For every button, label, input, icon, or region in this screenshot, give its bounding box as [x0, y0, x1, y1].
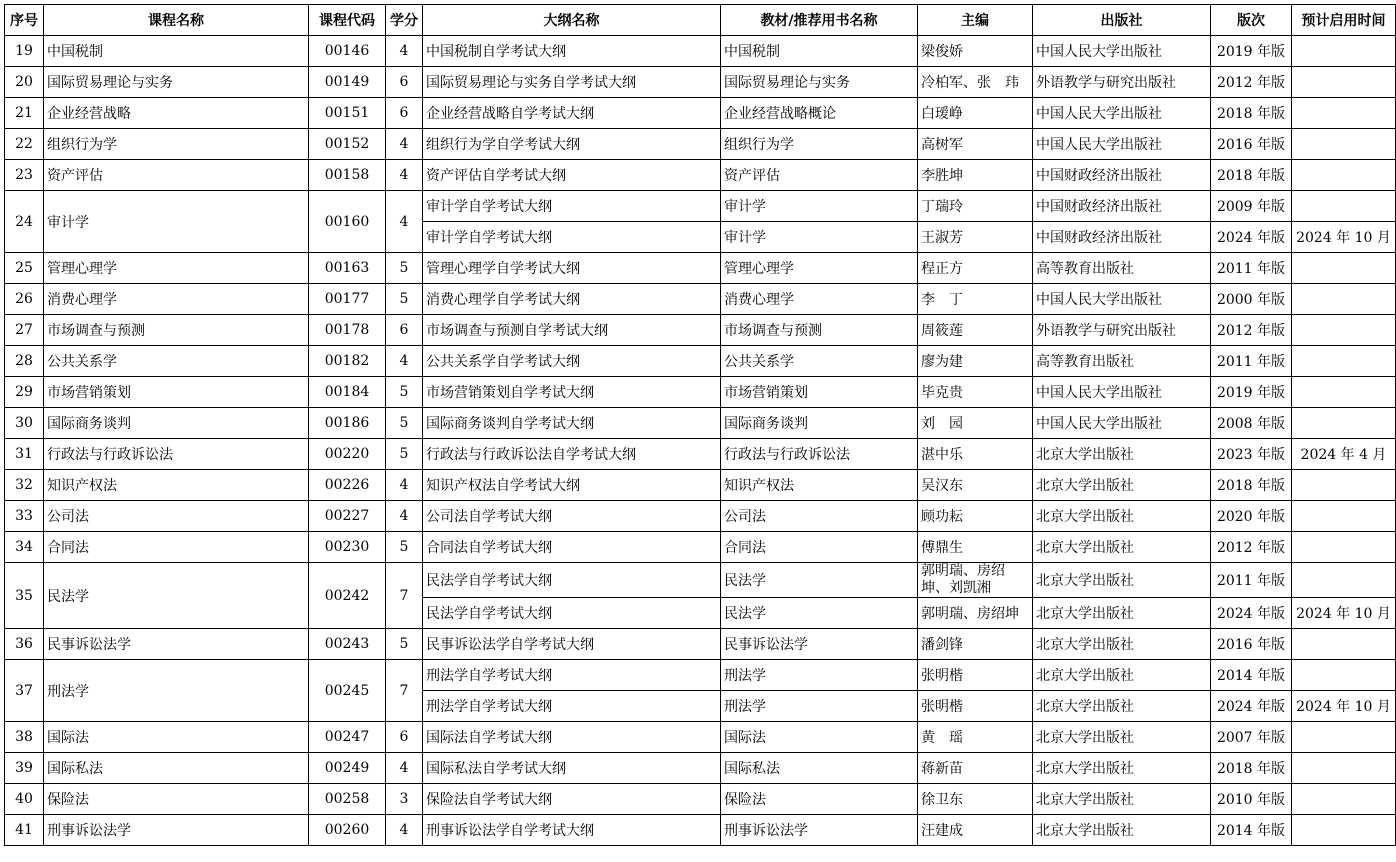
cell-no: 25 [5, 253, 44, 284]
cell-outline: 市场调查与预测自学考试大纲 [423, 315, 721, 346]
cell-publisher: 中国人民大学出版社 [1033, 284, 1211, 315]
cell-course-name: 民事诉讼法学 [44, 629, 309, 660]
cell-start-date [1292, 753, 1396, 784]
cell-edition: 2018 年版 [1211, 753, 1292, 784]
cell-credit: 5 [386, 629, 423, 660]
cell-outline: 合同法自学考试大纲 [423, 532, 721, 563]
header-course-code: 课程代码 [309, 5, 386, 36]
cell-textbook: 刑法学 [721, 691, 918, 722]
cell-editor: 毕克贵 [918, 377, 1033, 408]
cell-editor: 张明楷 [918, 691, 1033, 722]
table-row [5, 470, 1396, 501]
cell-edition: 2009 年版 [1211, 191, 1292, 222]
table-row [5, 784, 1396, 815]
cell-publisher: 北京大学出版社 [1033, 629, 1211, 660]
cell-edition: 2008 年版 [1211, 408, 1292, 439]
cell-outline: 审计学自学考试大纲 [423, 222, 721, 253]
cell-no: 26 [5, 284, 44, 315]
cell-publisher: 北京大学出版社 [1033, 722, 1211, 753]
cell-course-code: 00163 [309, 253, 386, 284]
cell-publisher: 高等教育出版社 [1033, 253, 1211, 284]
cell-course-code: 00151 [309, 98, 386, 129]
cell-outline: 审计学自学考试大纲 [423, 191, 721, 222]
cell-textbook: 民法学 [721, 598, 918, 629]
cell-outline: 民法学自学考试大纲 [423, 598, 721, 629]
cell-no: 40 [5, 784, 44, 815]
cell-course-code: 00149 [309, 67, 386, 98]
cell-course-name: 市场调查与预测 [44, 315, 309, 346]
table-row [5, 253, 1396, 284]
cell-no: 30 [5, 408, 44, 439]
table-header-row [5, 5, 1396, 36]
cell-no: 41 [5, 815, 44, 846]
header-edition: 版次 [1211, 5, 1292, 36]
cell-outline: 民法学自学考试大纲 [423, 563, 721, 598]
cell-start-date [1292, 660, 1396, 691]
cell-edition: 2024 年版 [1211, 222, 1292, 253]
cell-outline: 管理心理学自学考试大纲 [423, 253, 721, 284]
cell-credit: 4 [386, 346, 423, 377]
cell-credit: 4 [386, 160, 423, 191]
cell-course-name: 资产评估 [44, 160, 309, 191]
cell-no: 21 [5, 98, 44, 129]
cell-textbook: 合同法 [721, 532, 918, 563]
cell-outline: 民事诉讼法学自学考试大纲 [423, 629, 721, 660]
cell-start-date [1292, 36, 1396, 67]
cell-start-date [1292, 532, 1396, 563]
cell-outline: 国际商务谈判自学考试大纲 [423, 408, 721, 439]
cell-editor: 汪建成 [918, 815, 1033, 846]
cell-textbook: 国际商务谈判 [721, 408, 918, 439]
cell-publisher: 外语教学与研究出版社 [1033, 67, 1211, 98]
cell-start-date: 2024 年 4 月 [1292, 439, 1396, 470]
cell-no: 38 [5, 722, 44, 753]
cell-credit: 7 [386, 660, 423, 722]
cell-course-name: 公共关系学 [44, 346, 309, 377]
cell-course-name: 组织行为学 [44, 129, 309, 160]
cell-start-date: 2024 年 10 月 [1292, 598, 1396, 629]
cell-course-code: 00177 [309, 284, 386, 315]
cell-edition: 2023 年版 [1211, 439, 1292, 470]
cell-edition: 2018 年版 [1211, 160, 1292, 191]
cell-textbook: 国际贸易理论与实务 [721, 67, 918, 98]
cell-edition: 2016 年版 [1211, 129, 1292, 160]
cell-course-code: 00160 [309, 191, 386, 253]
cell-textbook: 组织行为学 [721, 129, 918, 160]
cell-textbook: 审计学 [721, 191, 918, 222]
cell-course-name: 保险法 [44, 784, 309, 815]
cell-textbook: 民法学 [721, 563, 918, 598]
cell-publisher: 北京大学出版社 [1033, 691, 1211, 722]
cell-editor: 黄 瑶 [918, 722, 1033, 753]
cell-start-date [1292, 629, 1396, 660]
cell-editor: 梁俊娇 [918, 36, 1033, 67]
header-publisher: 出版社 [1033, 5, 1211, 36]
cell-course-code: 00258 [309, 784, 386, 815]
header-course-name: 课程名称 [44, 5, 309, 36]
cell-outline: 中国税制自学考试大纲 [423, 36, 721, 67]
cell-course-code: 00152 [309, 129, 386, 160]
cell-edition: 2016 年版 [1211, 629, 1292, 660]
cell-edition: 2014 年版 [1211, 660, 1292, 691]
cell-course-name: 民法学 [44, 563, 309, 629]
cell-course-code: 00186 [309, 408, 386, 439]
cell-publisher: 中国人民大学出版社 [1033, 377, 1211, 408]
cell-publisher: 北京大学出版社 [1033, 815, 1211, 846]
cell-no: 31 [5, 439, 44, 470]
cell-no: 32 [5, 470, 44, 501]
cell-edition: 2018 年版 [1211, 470, 1292, 501]
cell-course-code: 00178 [309, 315, 386, 346]
table-row [5, 36, 1396, 67]
cell-credit: 6 [386, 722, 423, 753]
cell-credit: 5 [386, 439, 423, 470]
table-row [5, 501, 1396, 532]
cell-course-code: 00227 [309, 501, 386, 532]
cell-publisher: 中国财政经济出版社 [1033, 222, 1211, 253]
cell-course-code: 00230 [309, 532, 386, 563]
cell-course-code: 00158 [309, 160, 386, 191]
cell-credit: 4 [386, 191, 423, 253]
cell-edition: 2019 年版 [1211, 377, 1292, 408]
cell-editor: 吴汉东 [918, 470, 1033, 501]
cell-start-date [1292, 284, 1396, 315]
cell-credit: 6 [386, 67, 423, 98]
cell-publisher: 中国人民大学出版社 [1033, 408, 1211, 439]
cell-credit: 5 [386, 532, 423, 563]
cell-no: 36 [5, 629, 44, 660]
cell-start-date [1292, 67, 1396, 98]
cell-edition: 2012 年版 [1211, 315, 1292, 346]
cell-textbook: 国际私法 [721, 753, 918, 784]
cell-no: 29 [5, 377, 44, 408]
cell-publisher: 北京大学出版社 [1033, 501, 1211, 532]
cell-start-date: 2024 年 10 月 [1292, 222, 1396, 253]
cell-editor: 丁瑞玲 [918, 191, 1033, 222]
cell-editor: 程正方 [918, 253, 1033, 284]
cell-start-date [1292, 815, 1396, 846]
cell-textbook: 公共关系学 [721, 346, 918, 377]
cell-course-name: 企业经营战略 [44, 98, 309, 129]
cell-edition: 2024 年版 [1211, 598, 1292, 629]
cell-start-date [1292, 408, 1396, 439]
cell-publisher: 北京大学出版社 [1033, 470, 1211, 501]
cell-start-date [1292, 98, 1396, 129]
cell-textbook: 企业经营战略概论 [721, 98, 918, 129]
cell-no: 23 [5, 160, 44, 191]
cell-course-name: 市场营销策划 [44, 377, 309, 408]
cell-editor: 高树军 [918, 129, 1033, 160]
cell-textbook: 知识产权法 [721, 470, 918, 501]
cell-publisher: 中国财政经济出版社 [1033, 160, 1211, 191]
cell-publisher: 北京大学出版社 [1033, 598, 1211, 629]
cell-start-date [1292, 346, 1396, 377]
table-row [5, 191, 1396, 222]
cell-textbook: 公司法 [721, 501, 918, 532]
cell-publisher: 北京大学出版社 [1033, 660, 1211, 691]
table-row [5, 563, 1396, 598]
cell-start-date [1292, 722, 1396, 753]
cell-course-code: 00146 [309, 36, 386, 67]
cell-start-date [1292, 191, 1396, 222]
cell-outline: 国际私法自学考试大纲 [423, 753, 721, 784]
cell-start-date [1292, 470, 1396, 501]
cell-publisher: 高等教育出版社 [1033, 346, 1211, 377]
cell-course-name: 国际法 [44, 722, 309, 753]
cell-credit: 4 [386, 501, 423, 532]
header-outline: 大纲名称 [423, 5, 721, 36]
cell-edition: 2020 年版 [1211, 501, 1292, 532]
cell-publisher: 北京大学出版社 [1033, 563, 1211, 598]
cell-publisher: 中国财政经济出版社 [1033, 191, 1211, 222]
cell-editor: 冷柏军、张 玮 [918, 67, 1033, 98]
cell-editor: 张明楷 [918, 660, 1033, 691]
table-row [5, 815, 1396, 846]
cell-no: 24 [5, 191, 44, 253]
cell-outline: 资产评估自学考试大纲 [423, 160, 721, 191]
cell-publisher: 外语教学与研究出版社 [1033, 315, 1211, 346]
cell-course-code: 00184 [309, 377, 386, 408]
cell-start-date [1292, 315, 1396, 346]
cell-textbook: 保险法 [721, 784, 918, 815]
cell-course-code: 00260 [309, 815, 386, 846]
cell-outline: 公司法自学考试大纲 [423, 501, 721, 532]
cell-editor: 周筱莲 [918, 315, 1033, 346]
cell-outline: 刑法学自学考试大纲 [423, 660, 721, 691]
cell-editor: 李胜坤 [918, 160, 1033, 191]
cell-edition: 2011 年版 [1211, 346, 1292, 377]
cell-edition: 2012 年版 [1211, 532, 1292, 563]
cell-course-code: 00226 [309, 470, 386, 501]
cell-course-name: 公司法 [44, 501, 309, 532]
cell-outline: 国际法自学考试大纲 [423, 722, 721, 753]
cell-textbook: 行政法与行政诉讼法 [721, 439, 918, 470]
cell-no: 22 [5, 129, 44, 160]
cell-course-code: 00220 [309, 439, 386, 470]
cell-outline: 刑事诉讼法学自学考试大纲 [423, 815, 721, 846]
table-row [5, 377, 1396, 408]
cell-outline: 消费心理学自学考试大纲 [423, 284, 721, 315]
cell-credit: 7 [386, 563, 423, 629]
cell-start-date [1292, 129, 1396, 160]
cell-textbook: 市场调查与预测 [721, 315, 918, 346]
cell-textbook: 管理心理学 [721, 253, 918, 284]
table-row [5, 67, 1396, 98]
header-start-date: 预计启用时间 [1292, 5, 1396, 36]
table-row [5, 629, 1396, 660]
cell-credit: 4 [386, 36, 423, 67]
cell-textbook: 民事诉讼法学 [721, 629, 918, 660]
cell-course-name: 刑法学 [44, 660, 309, 722]
cell-edition: 2012 年版 [1211, 67, 1292, 98]
cell-outline: 公共关系学自学考试大纲 [423, 346, 721, 377]
cell-outline: 知识产权法自学考试大纲 [423, 470, 721, 501]
cell-publisher: 北京大学出版社 [1033, 784, 1211, 815]
cell-editor: 顾功耘 [918, 501, 1033, 532]
cell-course-name: 合同法 [44, 532, 309, 563]
table-row [5, 346, 1396, 377]
cell-editor: 潘剑锋 [918, 629, 1033, 660]
cell-editor: 郭明瑞、房绍坤、刘凯湘 [918, 563, 1033, 598]
cell-textbook: 中国税制 [721, 36, 918, 67]
cell-course-code: 00242 [309, 563, 386, 629]
cell-outline: 国际贸易理论与实务自学考试大纲 [423, 67, 721, 98]
cell-edition: 2024 年版 [1211, 691, 1292, 722]
header-credit: 学分 [386, 5, 423, 36]
header-editor: 主编 [918, 5, 1033, 36]
table-row [5, 160, 1396, 191]
cell-credit: 5 [386, 377, 423, 408]
table-row [5, 315, 1396, 346]
table-row [5, 753, 1396, 784]
cell-edition: 2019 年版 [1211, 36, 1292, 67]
table-row [5, 284, 1396, 315]
cell-publisher: 中国人民大学出版社 [1033, 129, 1211, 160]
cell-editor: 湛中乐 [918, 439, 1033, 470]
cell-course-name: 行政法与行政诉讼法 [44, 439, 309, 470]
table-row [5, 722, 1396, 753]
cell-editor: 廖为建 [918, 346, 1033, 377]
cell-outline: 组织行为学自学考试大纲 [423, 129, 721, 160]
cell-start-date [1292, 501, 1396, 532]
cell-credit: 4 [386, 753, 423, 784]
cell-course-name: 国际贸易理论与实务 [44, 67, 309, 98]
cell-textbook: 审计学 [721, 222, 918, 253]
table-row [5, 439, 1396, 470]
cell-publisher: 中国人民大学出版社 [1033, 98, 1211, 129]
cell-credit: 4 [386, 815, 423, 846]
table-body [5, 36, 1396, 846]
table-row [5, 98, 1396, 129]
cell-editor: 白瑷峥 [918, 98, 1033, 129]
cell-start-date [1292, 784, 1396, 815]
cell-course-name: 国际私法 [44, 753, 309, 784]
cell-editor: 郭明瑞、房绍坤 [918, 598, 1033, 629]
cell-textbook: 消费心理学 [721, 284, 918, 315]
cell-outline: 保险法自学考试大纲 [423, 784, 721, 815]
cell-edition: 2011 年版 [1211, 253, 1292, 284]
cell-credit: 3 [386, 784, 423, 815]
cell-start-date: 2024 年 10 月 [1292, 691, 1396, 722]
cell-edition: 2010 年版 [1211, 784, 1292, 815]
cell-editor: 王淑芳 [918, 222, 1033, 253]
cell-textbook: 国际法 [721, 722, 918, 753]
cell-course-code: 00245 [309, 660, 386, 722]
cell-editor: 徐卫东 [918, 784, 1033, 815]
cell-edition: 2007 年版 [1211, 722, 1292, 753]
cell-course-name: 国际商务谈判 [44, 408, 309, 439]
table-row [5, 660, 1396, 691]
table-row [5, 408, 1396, 439]
table-row [5, 129, 1396, 160]
cell-publisher: 北京大学出版社 [1033, 439, 1211, 470]
cell-textbook: 刑事诉讼法学 [721, 815, 918, 846]
header-textbook: 教材/推荐用书名称 [721, 5, 918, 36]
course-table [4, 4, 1396, 846]
cell-editor: 刘 园 [918, 408, 1033, 439]
cell-course-name: 知识产权法 [44, 470, 309, 501]
cell-edition: 2014 年版 [1211, 815, 1292, 846]
cell-editor: 李 丁 [918, 284, 1033, 315]
cell-publisher: 中国人民大学出版社 [1033, 36, 1211, 67]
cell-credit: 6 [386, 315, 423, 346]
table-row [5, 532, 1396, 563]
cell-no: 39 [5, 753, 44, 784]
cell-outline: 刑法学自学考试大纲 [423, 691, 721, 722]
cell-course-code: 00247 [309, 722, 386, 753]
cell-editor: 傅鼎生 [918, 532, 1033, 563]
cell-outline: 市场营销策划自学考试大纲 [423, 377, 721, 408]
cell-publisher: 北京大学出版社 [1033, 753, 1211, 784]
cell-start-date [1292, 253, 1396, 284]
cell-edition: 2011 年版 [1211, 563, 1292, 598]
cell-editor: 蒋新苗 [918, 753, 1033, 784]
cell-credit: 5 [386, 284, 423, 315]
cell-textbook: 刑法学 [721, 660, 918, 691]
cell-textbook: 资产评估 [721, 160, 918, 191]
cell-no: 19 [5, 36, 44, 67]
cell-course-code: 00249 [309, 753, 386, 784]
cell-course-name: 管理心理学 [44, 253, 309, 284]
cell-course-name: 消费心理学 [44, 284, 309, 315]
cell-credit: 4 [386, 129, 423, 160]
cell-edition: 2018 年版 [1211, 98, 1292, 129]
cell-outline: 企业经营战略自学考试大纲 [423, 98, 721, 129]
cell-credit: 4 [386, 470, 423, 501]
cell-start-date [1292, 160, 1396, 191]
cell-no: 37 [5, 660, 44, 722]
header-no: 序号 [5, 5, 44, 36]
cell-start-date [1292, 563, 1396, 598]
cell-publisher: 北京大学出版社 [1033, 532, 1211, 563]
cell-course-name: 刑事诉讼法学 [44, 815, 309, 846]
cell-credit: 6 [386, 98, 423, 129]
cell-edition: 2000 年版 [1211, 284, 1292, 315]
cell-no: 20 [5, 67, 44, 98]
cell-no: 35 [5, 563, 44, 629]
cell-no: 27 [5, 315, 44, 346]
cell-textbook: 市场营销策划 [721, 377, 918, 408]
cell-credit: 5 [386, 253, 423, 284]
cell-no: 34 [5, 532, 44, 563]
cell-course-name: 中国税制 [44, 36, 309, 67]
cell-course-code: 00182 [309, 346, 386, 377]
cell-no: 33 [5, 501, 44, 532]
cell-start-date [1292, 377, 1396, 408]
cell-course-code: 00243 [309, 629, 386, 660]
cell-no: 28 [5, 346, 44, 377]
cell-outline: 行政法与行政诉讼法自学考试大纲 [423, 439, 721, 470]
cell-credit: 5 [386, 408, 423, 439]
cell-course-name: 审计学 [44, 191, 309, 253]
